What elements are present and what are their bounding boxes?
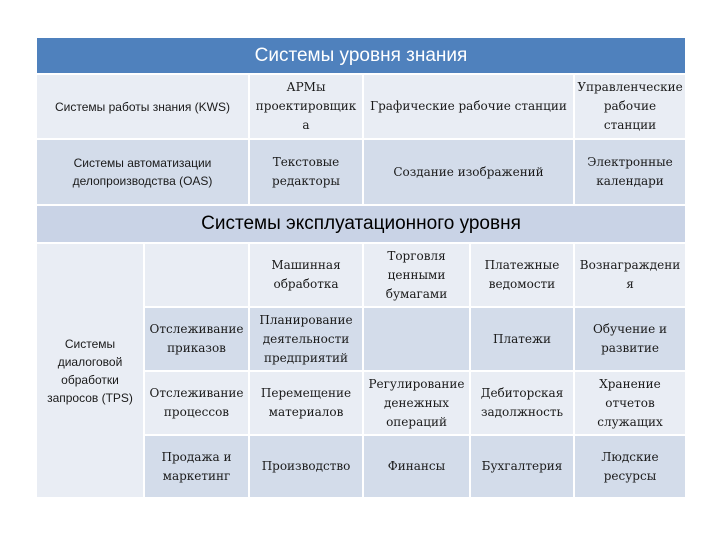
page-title: Системы уровня знания [37,38,685,73]
table-cell: Обучение и развитие [575,308,685,370]
kws-label: Системы работы знания (KWS) [37,75,248,138]
table-cell: Хранение отчетов служащих [575,372,685,434]
table-cell: Графические рабочие станции [364,75,573,138]
table-cell: Вознаграждени я [575,244,685,306]
table-cell: Платежи [471,308,573,370]
table-cell: АРМы проектировщик а [250,75,362,138]
section-title: Системы эксплуатационного уровня [37,206,685,242]
table-cell: Людские ресурсы [575,436,685,497]
empty-cell [364,308,469,370]
table-cell: Отслеживание приказов [145,308,248,370]
table-cell: Планирование деятельности предприятий [250,308,362,370]
table-cell: Регулирование денежных операций [364,372,469,434]
table-cell: Машинная обработка [250,244,362,306]
table-cell: Перемещение материалов [250,372,362,434]
tps-label: Системы диалоговой обработки запросов (TPS) [37,244,143,497]
table-cell: Производство [250,436,362,497]
table-cell: Дебиторская задолжность [471,372,573,434]
table-cell: Текстовые редакторы [250,140,362,204]
table-cell: Торговля ценными бумагами [364,244,469,306]
table-cell: Отслеживание процессов [145,372,248,434]
oas-label: Системы автоматизации делопроизводства (OAS) [37,140,248,204]
table-cell: Электронные календари [575,140,685,204]
table-cell: Финансы [364,436,469,497]
empty-cell [145,244,248,306]
table-cell: Платежные ведомости [471,244,573,306]
table-cell: Создание изображений [364,140,573,204]
table-cell: Бухгалтерия [471,436,573,497]
table-cell: Продажа и маркетинг [145,436,248,497]
table-cell: Управленческие рабочие станции [575,75,685,138]
